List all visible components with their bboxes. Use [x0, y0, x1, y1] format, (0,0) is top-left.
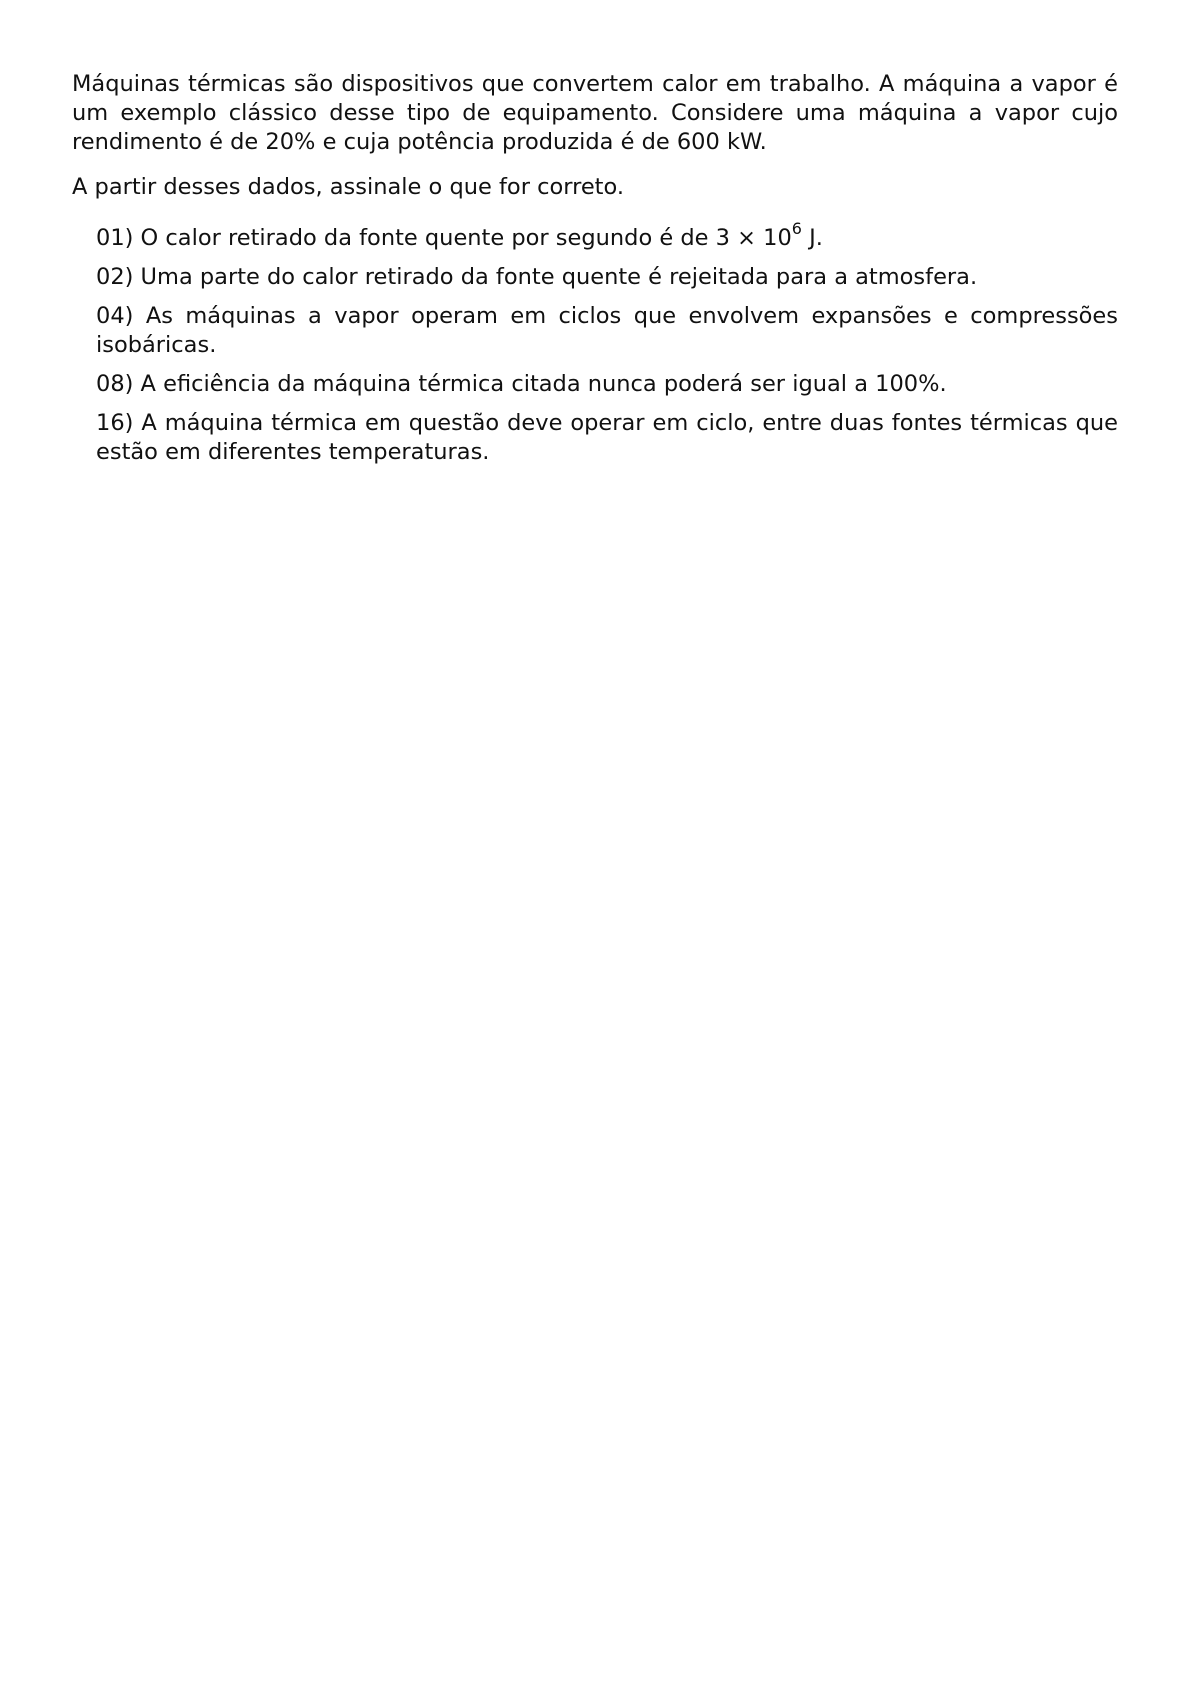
option-08: 08) A eficiência da máquina térmica citada nunca poderá ser igual a 100%. — [96, 371, 947, 397]
option-01 — [96, 218, 1118, 253]
option-01-exponent: 6 — [791, 218, 802, 238]
question-prompt: A partir desses dados, assinale o que for correto. — [72, 174, 625, 200]
option-16: 16) A máquina térmica em questão deve operar em ciclo, entre duas fontes térmicas que estão em diferentes temperaturas. — [96, 410, 1118, 465]
answer-options-list — [72, 218, 1118, 467]
document-page — [72, 70, 1118, 477]
question-intro: Máquinas térmicas são dispositivos que convertem calor em trabalho. A máquina a vapor é um exemplo clássico desse tipo de equipamento. Considere uma máquina a vapor cujo rendimento é de 20% e cuja potência produzida é de 600 kW. — [72, 71, 1118, 155]
option-01-text: 01) O calor retirado da fonte quente por segundo é de 3 × 10 — [96, 225, 792, 251]
option-02: 02) Uma parte do calor retirado da fonte quente é rejeitada para a atmosfera. — [96, 264, 978, 290]
option-04: 04) As máquinas a vapor operam em ciclos que envolvem expansões e compressões isobáricas. — [96, 303, 1118, 358]
option-01-unit: J. — [801, 225, 823, 251]
